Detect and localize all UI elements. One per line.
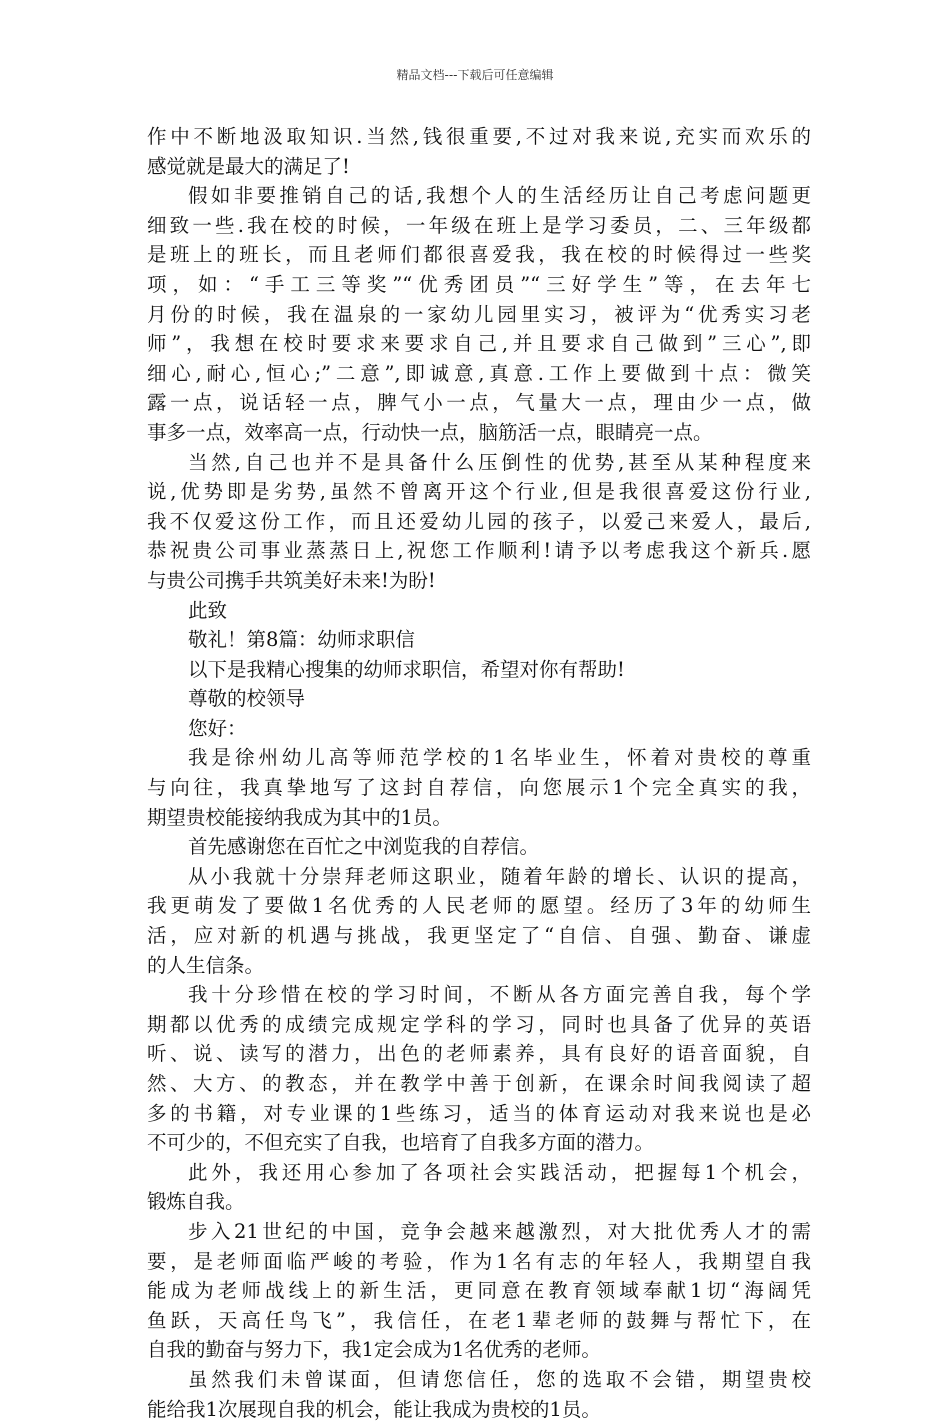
text-line: 是班上的班长，而且老师们都很喜爱我，我在校的时候得过一些奖 xyxy=(147,243,811,267)
text-line: 自我的勤奋与努力下，我1定会成为1名优秀的老师。 xyxy=(147,1338,601,1362)
text-line: 假如非要推销自己的话,我想个人的生活经历让自己考虑问题更 xyxy=(188,184,811,208)
text-line: 多的书籍，对专业课的1些练习，适当的体育运动对我来说也是必 xyxy=(147,1101,811,1125)
text-line: 细心,耐心,恒心;”二意”,即诚意,真意.工作上要做到十点：微笑 xyxy=(147,361,811,385)
text-line: 项，如：“手工三等奖”“优秀团员”“三好学生”等，在去年七 xyxy=(147,272,811,296)
text-line: 我十分珍惜在校的学习时间，不断从各方面完善自我，每个学 xyxy=(188,983,811,1007)
text-line: 要，是老师面临严峻的考验，作为1名有志的年轻人，我期望自我 xyxy=(147,1249,811,1273)
text-line: 锻炼自我。 xyxy=(147,1190,245,1214)
text-line: 您好： xyxy=(188,716,247,740)
text-line: 作中不断地汲取知识.当然,钱很重要,不过对我来说,充实而欢乐的 xyxy=(147,125,811,148)
text-line: 期都以优秀的成绩完成规定学科的学习，同时也具备了优异的英语 xyxy=(147,1012,811,1036)
text-line: 我不仅爱这份工作，而且还爱幼儿园的孩子，以爱己来爱人，最后, xyxy=(147,509,811,533)
text-line: 说,优势即是劣势,虽然不曾离开这个行业,但是我很喜爱这份行业, xyxy=(147,480,811,504)
text-line: 细致一些.我在校的时候，一年级在班上是学习委员，二、三年级都 xyxy=(147,213,811,237)
text-line: 师”，我想在校时要求来要求自己,并且要求自己做到”三心”,即 xyxy=(147,332,811,356)
document-body xyxy=(147,122,811,1424)
text-line: 露一点，说话轻一点，脾气小一点，气量大一点，理由少一点，做 xyxy=(147,391,811,415)
text-line: 首先感谢您在百忙之中浏览我的自荐信。 xyxy=(188,835,540,859)
text-line: 与贵公司携手共筑美好未来!为盼! xyxy=(147,568,436,592)
text-line: 我是徐州幼儿高等师范学校的1名毕业生，怀着对贵校的尊重 xyxy=(188,746,811,770)
text-line: 步入21世纪的中国，竞争会越来越激烈，对大批优秀人才的需 xyxy=(188,1219,811,1243)
text-line: 虽然我们未曾谋面，但请您信任，您的选取不会错，期望贵校 xyxy=(188,1367,811,1391)
text-line: 从小我就十分崇拜老师这职业，随着年龄的增长、认识的提高， xyxy=(188,864,811,888)
text-line: 的人生信条。 xyxy=(147,953,265,977)
text-line: 尊敬的校领导 xyxy=(188,687,306,711)
text-line: 感觉就是最大的满足了! xyxy=(147,154,350,178)
text-line: 我更萌发了要做1名优秀的人民老师的愿望。经历了3年的幼师生 xyxy=(147,894,811,918)
text-line: 恭祝贵公司事业蒸蒸日上,祝您工作顺利!请予以考虑我这个新兵.愿 xyxy=(147,539,811,563)
text-line: 鱼跃，天高任鸟飞”，我信任，在老1辈老师的鼓舞与帮忙下，在 xyxy=(147,1308,811,1332)
text-line: 当然,自己也并不是具备什么压倒性的优势,甚至从某种程度来 xyxy=(188,450,811,474)
text-line: 活，应对新的机遇与挑战，我更坚定了“自信、自强、勤奋、谦虚 xyxy=(147,924,811,948)
text-line: 然、大方、的教态，并在教学中善于创新，在课余时间我阅读了超 xyxy=(147,1072,811,1095)
text-line: 听、说、读写的潜力，出色的老师素养，具有良好的语音面貌，自 xyxy=(147,1042,811,1066)
text-line: 以下是我精心搜集的幼师求职信，希望对你有帮助! xyxy=(188,657,625,681)
text-line: 不可少的，不但充实了自我，也培育了自我多方面的潜力。 xyxy=(147,1131,655,1155)
text-line: 月份的时候，我在温泉的一家幼儿园里实习，被评为“优秀实习老 xyxy=(147,302,811,326)
text-line: 此致 xyxy=(188,598,228,622)
text-line: 期望贵校能接纳我成为其中的1员。 xyxy=(147,805,452,829)
text-line: 能成为老师战线上的新生活，更同意在教育领域奉献1切“海阔凭 xyxy=(147,1279,811,1303)
text-line: 此外，我还用心参加了各项社会实践活动，把握每1个机会， xyxy=(188,1160,811,1184)
text-line: 能给我1次展现自我的机会，能让我成为贵校的1员。 xyxy=(147,1397,601,1421)
page-header: 精品文档---下载后可任意编辑 xyxy=(396,68,554,82)
text-line: 与向往，我真挚地写了这封自荐信，向您展示1个完全真实的我， xyxy=(147,776,811,800)
text-line: 敬礼！第8篇：幼师求职信 xyxy=(188,628,415,652)
text-line: 事多一点，效率高一点，行动快一点，脑筋活一点，眼睛亮一点。 xyxy=(147,420,713,444)
